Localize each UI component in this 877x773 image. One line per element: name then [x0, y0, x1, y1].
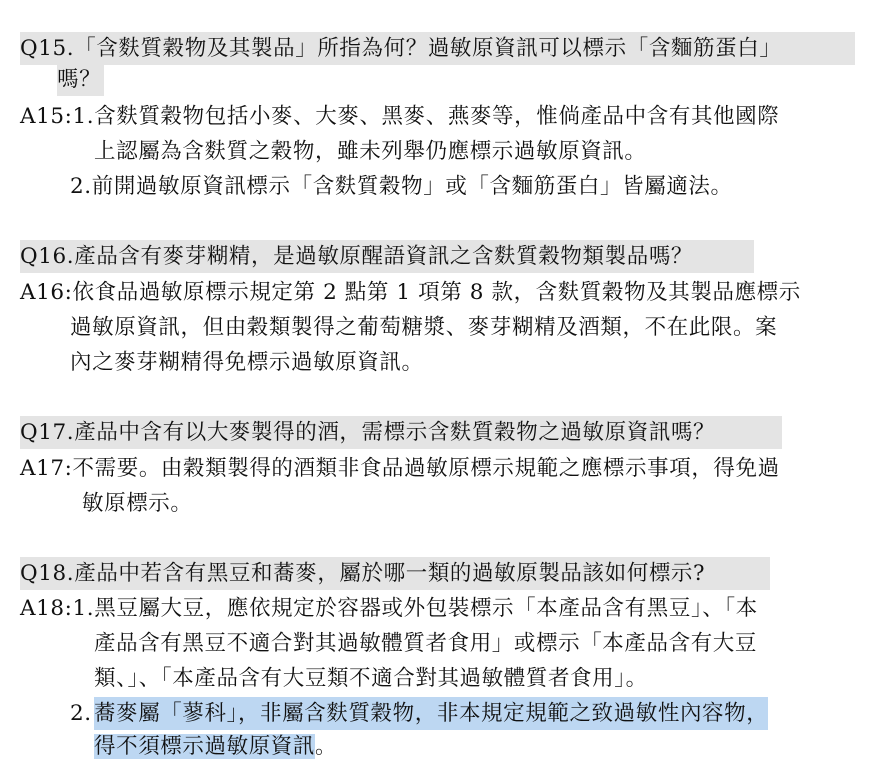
answer-line: 敏原標示。 — [82, 491, 193, 516]
answer-line: 過敏原資訊，但由穀類製得之葡萄糖漿、麥芽糊精及酒類，不在此限。案 — [70, 315, 778, 340]
answer-line: 產品含有黑豆不適合對其過敏體質者食用」或標示「本產品含有大豆 — [94, 631, 758, 656]
question-line: Q15.「含麩質穀物及其製品」所指為何？過敏原資訊可以標示「含麵筋蛋白」 — [20, 32, 855, 65]
highlighted-answer-text: 得不須標示過敏原資訊 — [94, 734, 316, 759]
answer-line: A18:1.黑豆屬大豆，應依規定於容器或外包裝標示「本產品含有黑豆」、「本 — [20, 596, 758, 621]
question-line: Q18.產品中若含有黑豆和蕎麥，屬於哪一類的過敏原製品該如何標示? — [20, 557, 770, 590]
question-line: Q16.產品含有麥芽糊精，是過敏原醒語資訊之含麩質穀物類製品嗎？ — [20, 240, 754, 273]
highlighted-answer-line: 蕎麥屬「蓼科」，非屬含麩質穀物，非本規定規範之致過敏性內容物， — [94, 697, 768, 730]
highlighted-answer-line-group — [94, 730, 337, 763]
question-line: Q17.產品中含有以大麥製得的酒，需標示含麩質穀物之過敏原資訊嗎？ — [20, 416, 782, 449]
answer-end-punctuation: 。 — [315, 734, 338, 759]
answer-line: 上認屬為含麩質之穀物，雖未列舉仍應標示過敏原資訊。 — [94, 139, 647, 164]
answer-line: A16:依食品過敏原標示規定第 2 點第 1 項第 8 款，含麩質穀物及其製品應標示 — [20, 280, 801, 305]
answer-line: A17:不需要。由穀類製得的酒類非食品過敏原標示規範之應標示事項，得免過 — [20, 456, 780, 481]
answer-line-number: 2. — [70, 701, 92, 726]
question-line: 嗎？ — [57, 63, 104, 96]
answer-line: 類、」、「本產品含有大豆類不適合對其過敏體質者食用」。 — [94, 666, 648, 691]
answer-line: 內之麥芽糊精得免標示過敏原資訊。 — [70, 350, 424, 375]
answer-line: A15:1.含麩質穀物包括小麥、大麥、黑麥、燕麥等，惟倘產品中含有其他國際 — [20, 104, 780, 129]
answer-line: 2.前開過敏原資訊標示「含麩質穀物」或「含麵筋蛋白」皆屬適法。 — [70, 174, 733, 199]
